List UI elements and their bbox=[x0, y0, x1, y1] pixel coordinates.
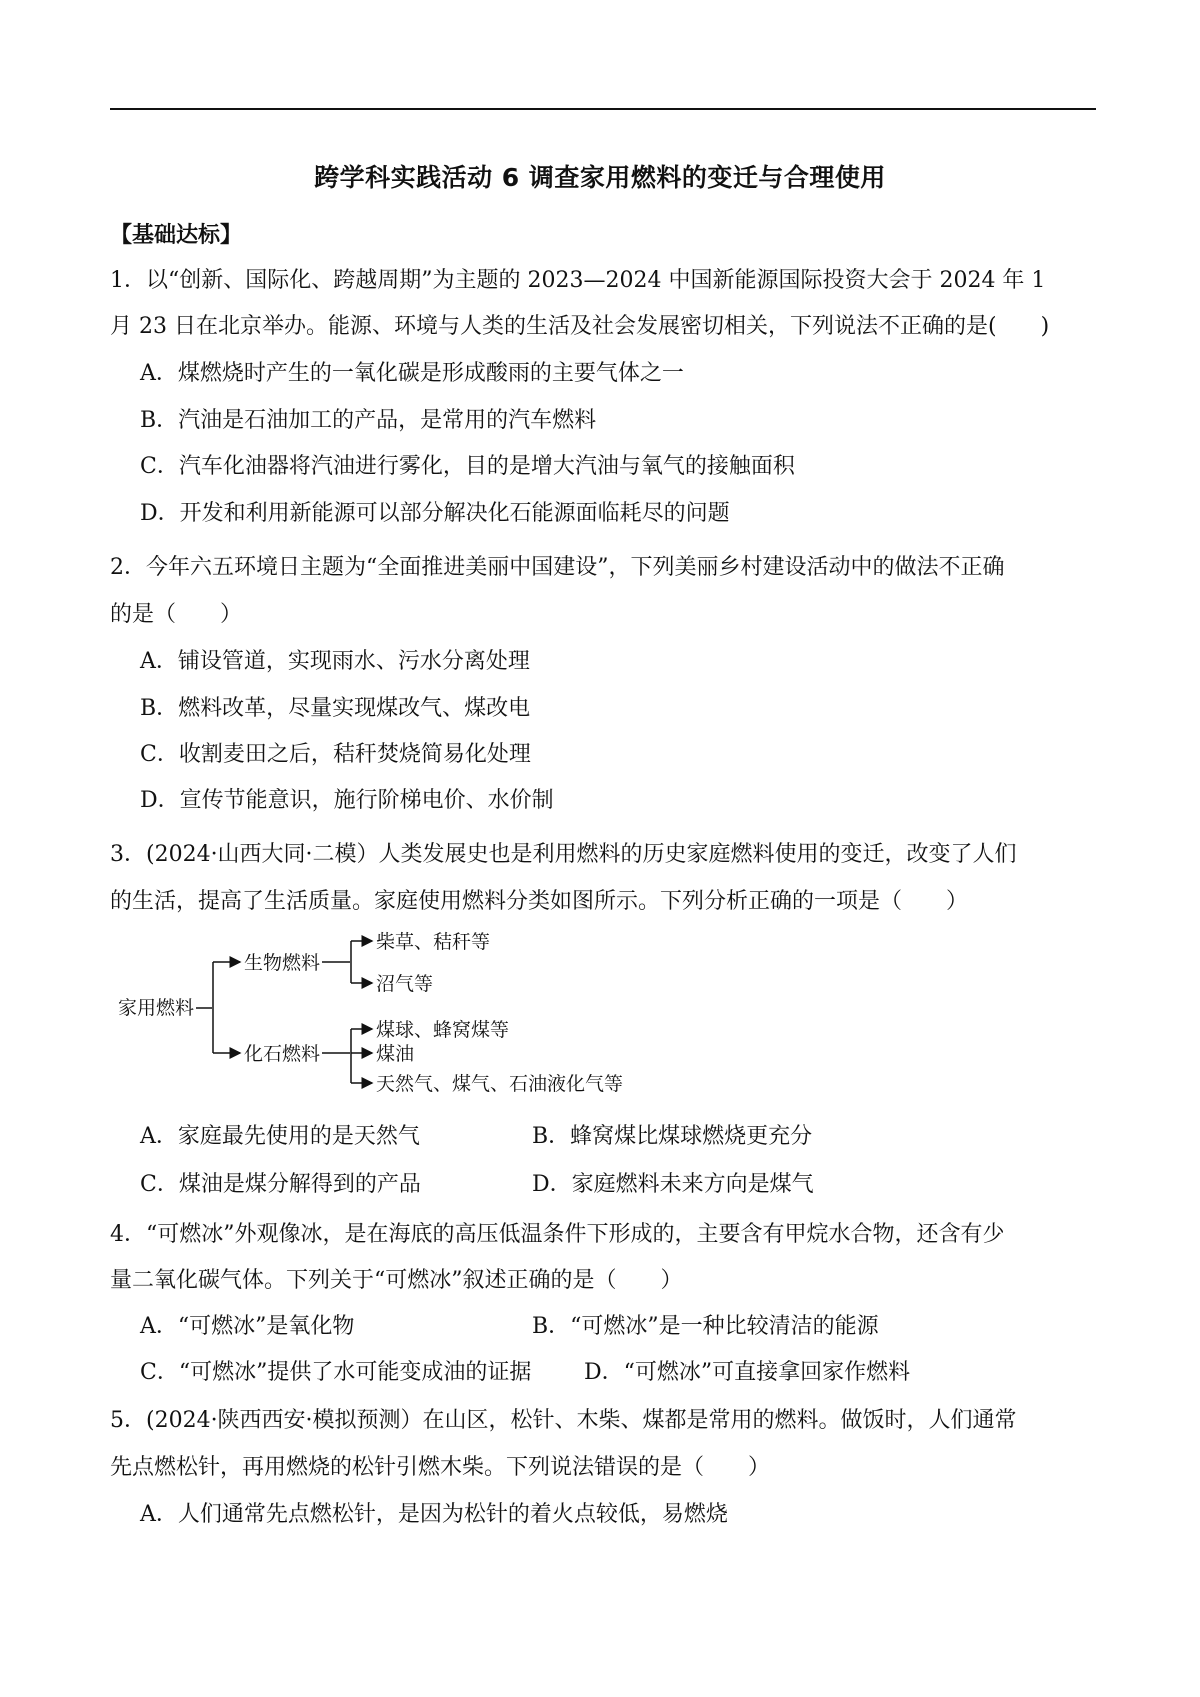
q5-option-a: A．人们通常先点燃松针，是因为松针的着火点较低，易燃烧 bbox=[140, 1502, 728, 1527]
q1-option-c: C．汽车化油器将汽油进行雾化，目的是增大汽油与氧气的接触面积 bbox=[140, 454, 795, 479]
q2-option-c: C．收割麦田之后，秸秆焚烧简易化处理 bbox=[140, 742, 531, 767]
q5-stem-line1: 5．(2024·陕西西安·模拟预测）在山区，松针、木柴、煤都是常用的燃料。做饭时，人们通常 bbox=[110, 1408, 1017, 1433]
q1-option-b: B．汽油是石油加工的产品，是常用的汽车燃料 bbox=[140, 408, 597, 433]
q1-stem-line1: 1．以“创新、国际化、跨越周期”为主题的 2023—2024 中国新能源国际投资大会于 2024 年 1 bbox=[110, 268, 1046, 293]
q2-stem-line1: 2．今年六五环境日主题为“全面推进美丽中国建设”，下列美丽乡村建设活动中的做法不正确 bbox=[110, 555, 1005, 580]
q3-option-b: B．蜂窝煤比煤球燃烧更充分 bbox=[532, 1124, 813, 1149]
q1-option-d: D．开发和利用新能源可以部分解决化石能源面临耗尽的问题 bbox=[140, 501, 730, 526]
diagram-root-label: 家用燃料 bbox=[118, 997, 195, 1019]
q4-option-a: A．“可燃冰”是氧化物 bbox=[140, 1314, 355, 1339]
header-rule bbox=[110, 108, 1096, 110]
q4-option-b: B．“可燃冰”是一种比较清洁的能源 bbox=[532, 1314, 879, 1339]
diagram-fossil-item1: 煤球、蜂窝煤等 bbox=[376, 1019, 510, 1041]
diagram-branch1-label: 生物燃料 bbox=[244, 952, 321, 974]
q1-stem-line2: 月 23 日在北京举办。能源、环境与人类的生活及社会发展密切相关，下列说法不正确的是( ) bbox=[110, 314, 1050, 339]
q4-option-c: C．“可燃冰”提供了水可能变成油的证据 bbox=[140, 1360, 532, 1385]
q4-option-d: D．“可燃冰”可直接拿回家作燃料 bbox=[584, 1360, 911, 1385]
q3-stem-line1: 3．(2024·山西大同·二模）人类发展史也是利用燃料的历史家庭燃料使用的变迁，改变了人们 bbox=[110, 842, 1017, 867]
diagram-fossil-item3: 天然气、煤气、石油液化气等 bbox=[376, 1073, 624, 1095]
q3-option-c: C．煤油是煤分解得到的产品 bbox=[140, 1172, 421, 1197]
diagram-bio-item1: 柴草、秸秆等 bbox=[376, 931, 491, 953]
diagram-bio-item2: 沼气等 bbox=[376, 973, 434, 995]
page-title: 跨学科实践活动 6 调查家用燃料的变迁与合理使用 bbox=[314, 163, 886, 192]
q4-stem-line2: 量二氧化碳气体。下列关于“可燃冰”叙述正确的是（ ） bbox=[110, 1268, 683, 1293]
diagram-branch2-label: 化石燃料 bbox=[244, 1043, 321, 1065]
q2-option-a: A．铺设管道，实现雨水、污水分离处理 bbox=[140, 649, 530, 674]
diagram-fossil-item2: 煤油 bbox=[376, 1043, 415, 1065]
q2-option-d: D．宣传节能意识，施行阶梯电价、水价制 bbox=[140, 788, 554, 813]
q4-stem-line1: 4．“可燃冰”外观像冰，是在海底的高压低温条件下形成的，主要含有甲烷水合物，还含有少 bbox=[110, 1222, 1005, 1247]
section-heading: 【基础达标】 bbox=[110, 223, 243, 248]
q5-stem-line2: 先点燃松针，再用燃烧的松针引燃木柴。下列说法错误的是（ ） bbox=[110, 1455, 771, 1480]
q3-option-a: A．家庭最先使用的是天然气 bbox=[140, 1124, 420, 1149]
q3-stem-line2: 的生活，提高了生活质量。家庭使用燃料分类如图所示。下列分析正确的一项是（ ） bbox=[110, 889, 969, 914]
q1-option-a: A．煤燃烧时产生的一氧化碳是形成酸雨的主要气体之一 bbox=[140, 361, 684, 386]
q2-stem-line2: 的是（ ） bbox=[110, 602, 243, 627]
q3-option-d: D．家庭燃料未来方向是煤气 bbox=[532, 1172, 814, 1197]
q2-option-b: B．燃料改革，尽量实现煤改气、煤改电 bbox=[140, 696, 531, 721]
fuel-classification-diagram bbox=[110, 925, 710, 1105]
